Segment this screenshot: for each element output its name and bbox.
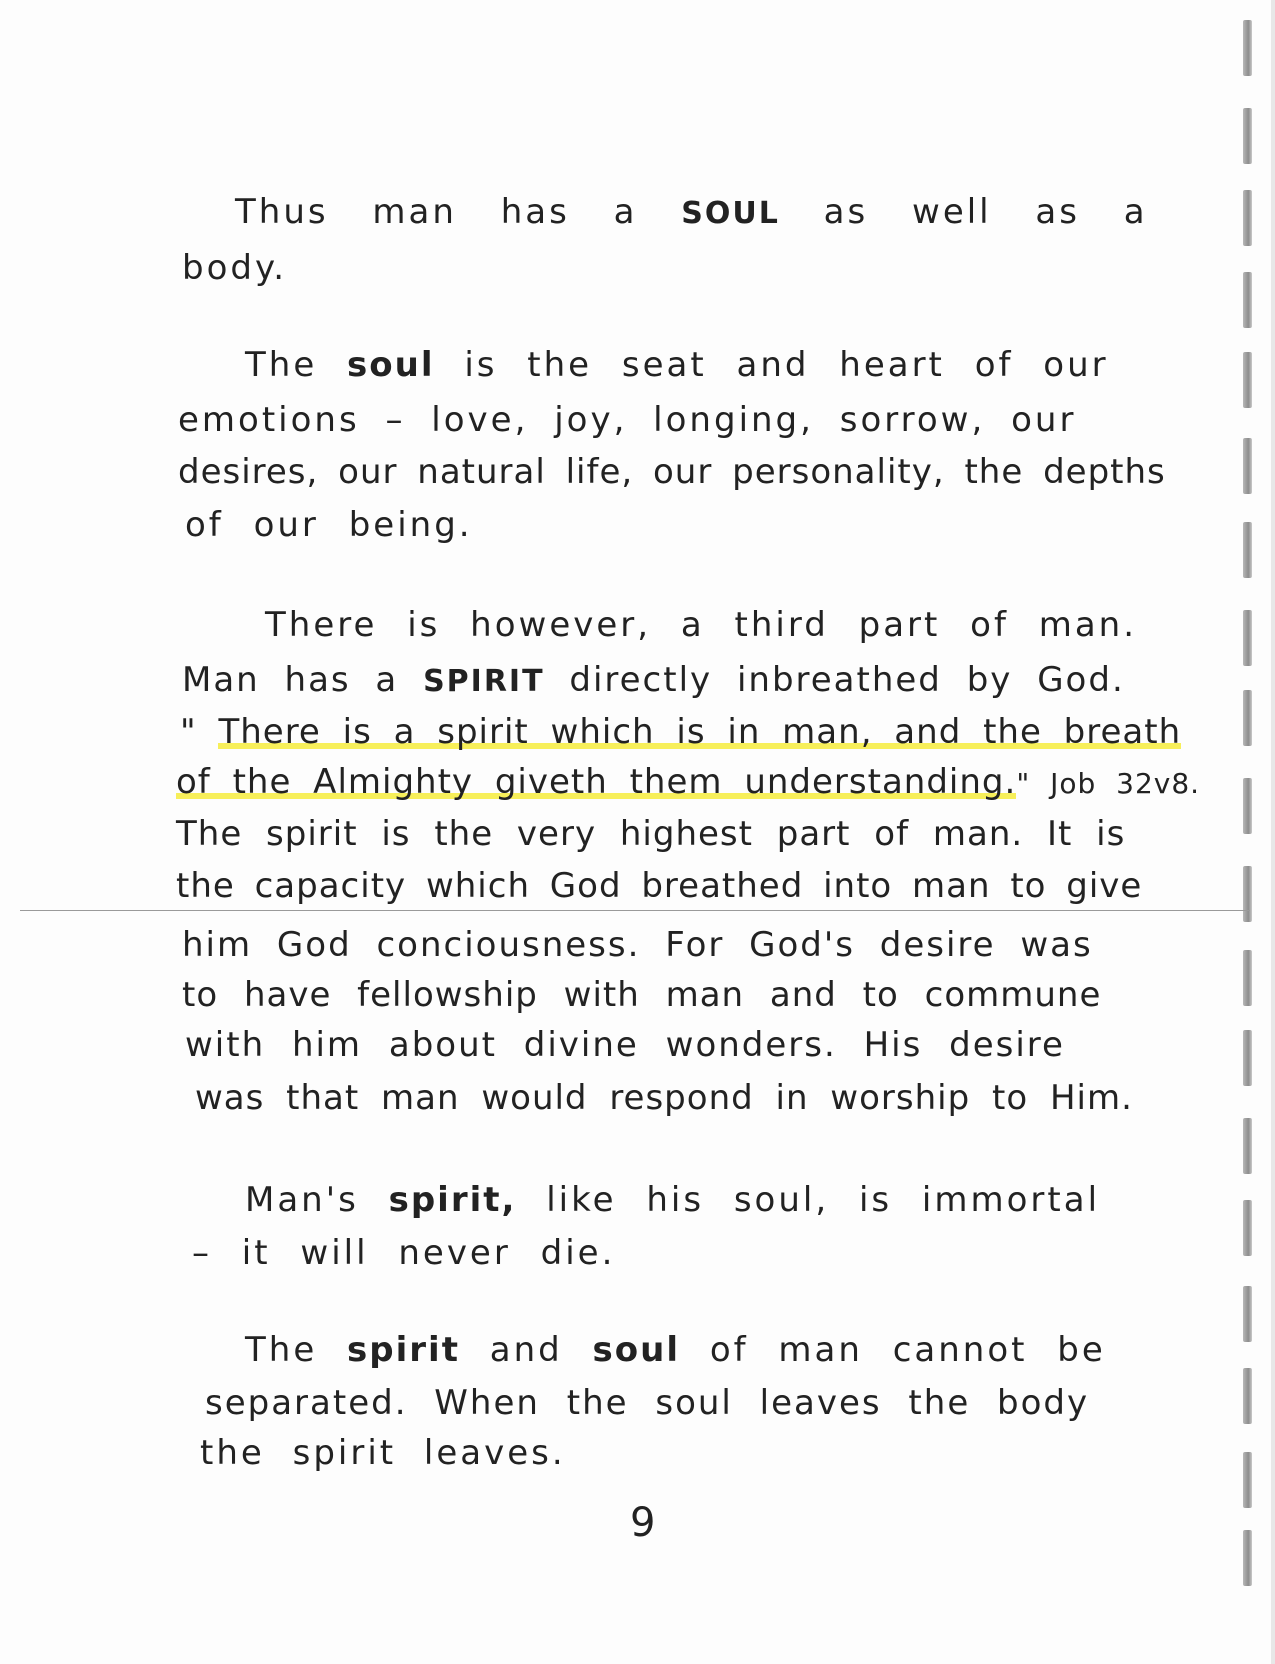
emphasis-soul: SOUL [681, 196, 780, 231]
spiral-binding [1243, 0, 1257, 1664]
text-line [235, 192, 1148, 232]
scripture-quote-line [176, 762, 1200, 802]
page-number: 9 [630, 1500, 656, 1546]
text-span: of our being. [185, 505, 473, 545]
text-span: emotions – love, joy, longing, sorrow, our [178, 400, 1077, 440]
text-line [176, 814, 1125, 854]
text-line [192, 1233, 615, 1273]
text-span: and [459, 1330, 593, 1370]
text-line [182, 975, 1101, 1015]
text-span: is the seat and heart of our [434, 345, 1109, 385]
highlighted-scripture: of the Almighty giveth them understanding. [176, 762, 1017, 802]
text-span: The [245, 345, 348, 385]
text-line [182, 660, 1125, 700]
page-edge [1271, 0, 1275, 1664]
scripture-quote-line [180, 712, 1181, 752]
emphasis-soul: soul [347, 345, 435, 385]
text-line [182, 248, 287, 288]
text-span: the capacity which God breathed into man to give [176, 866, 1143, 906]
text-span: directly inbreathed by God. [544, 660, 1125, 700]
text-span: Man has a [182, 660, 424, 700]
text-span: him God conciousness. For God's desire was [182, 925, 1093, 965]
text-line [205, 1383, 1089, 1423]
text-span: Man's [245, 1180, 389, 1220]
text-span: The [245, 1330, 348, 1370]
text-line [178, 452, 1166, 492]
text-line [178, 400, 1076, 440]
text-span: of man cannot be [680, 1330, 1106, 1370]
text-span: to have fellowship with man and to commune [182, 975, 1102, 1015]
text-line [176, 866, 1142, 906]
emphasis-soul: soul [592, 1330, 681, 1370]
quote-mark: " [180, 712, 219, 752]
text-span: – it will never die. [192, 1233, 616, 1273]
text-span: There is however, a third part of man. [265, 605, 1138, 645]
text-line [265, 605, 1137, 645]
text-span: body. [182, 248, 288, 288]
text-line [245, 1330, 1106, 1370]
text-line [185, 1025, 1065, 1065]
text-line [182, 925, 1093, 965]
text-line [245, 1180, 1100, 1220]
text-line [200, 1433, 566, 1473]
emphasis-spirit: spirit [347, 1330, 460, 1370]
text-span: was that man would respond in worship to Him. [195, 1078, 1133, 1118]
emphasis-spirit: spirit, [388, 1180, 517, 1220]
text-span: with him about divine wonders. His desire [185, 1025, 1065, 1065]
fold-line [20, 910, 1250, 911]
text-span: desires, our natural life, our personality, the depths [178, 452, 1166, 492]
text-line [195, 1078, 1133, 1118]
highlighted-scripture: There is a spirit which is in man, and the breath [218, 712, 1182, 752]
text-span: separated. When the soul leaves the body [205, 1383, 1090, 1423]
text-line [185, 505, 473, 545]
text-span: the spirit leaves. [200, 1433, 566, 1473]
text-span: The spirit is the very highest part of man. It is [176, 814, 1126, 854]
text-span: Thus man has a [235, 192, 682, 232]
scripture-reference: " Job 32v8. [1016, 767, 1201, 800]
text-line [245, 345, 1109, 385]
text-span: like his soul, is immortal [516, 1180, 1101, 1220]
emphasis-spirit: SPIRIT [423, 664, 545, 699]
text-span: as well as a [779, 192, 1148, 232]
